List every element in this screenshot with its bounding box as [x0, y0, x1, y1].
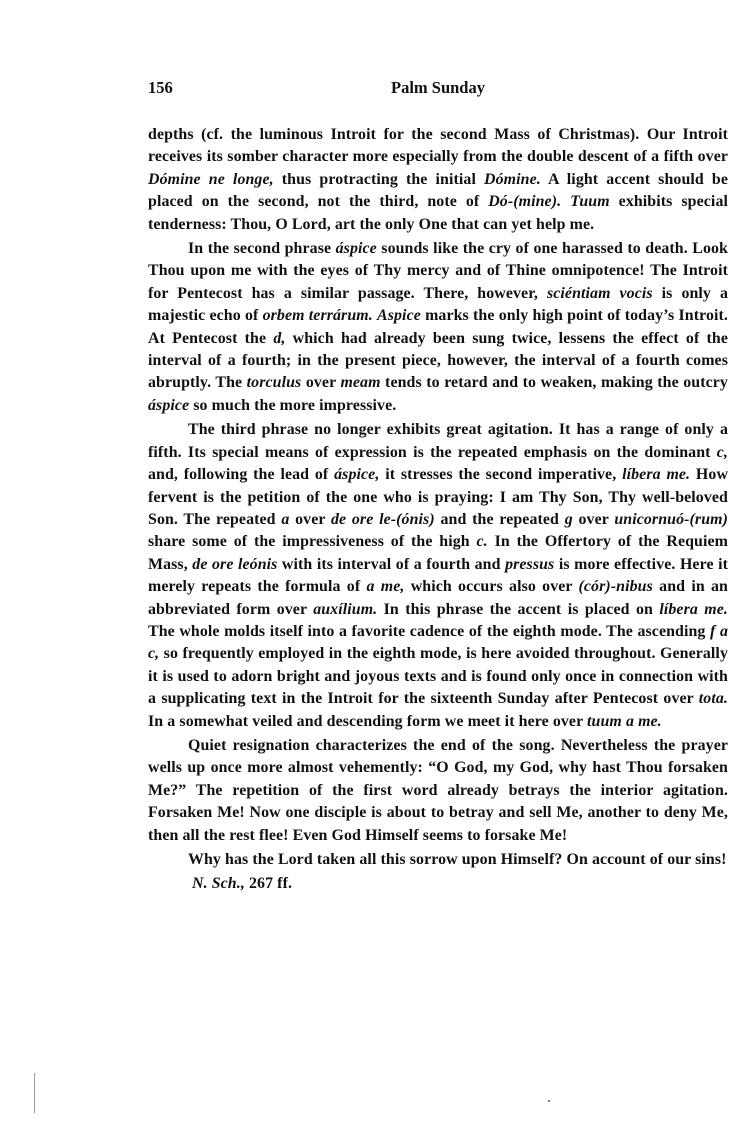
italic-term: Tuum: [570, 193, 610, 211]
text-run: exhibits special tenderness: Thou, O Lord, art the only One that can yet help me.: [148, 193, 728, 233]
text-run: which had already been sung twice, lessens the effect of the interval of a fourth; in the present piece, however, the interval of a fourth comes abruptly. The: [148, 329, 729, 392]
italic-term: c.: [476, 533, 488, 551]
italic-term: Dómine.: [484, 170, 541, 188]
text-run: sounds like the cry of one harassed to death. Look Thou upon me with the eyes of Thy mercy and of Thine omnipotence! The Introit for Pentecost has a similar passage. There, however,: [148, 240, 728, 302]
paragraph-5: [148, 849, 728, 871]
text-run: and, following the lead of: [148, 466, 335, 484]
italic-term: meam: [340, 374, 381, 392]
text-run: The third phrase no longer exhibits great agitation. It has a range of only a fifth. Its special means of expression is the repeated emphasis on the dominant: [148, 421, 728, 461]
page-number: 156: [148, 78, 173, 97]
italic-term: (cór)-nibus: [578, 578, 653, 596]
text-run: marks the only high point of today’s Introit. At Pentecost the: [148, 307, 728, 347]
text-run: A light accent should be placed on the second, not the third, note of: [148, 170, 729, 211]
italic-term: a: [281, 510, 290, 528]
italic-term: pressus: [505, 555, 555, 573]
text-run: and in an abbreviated form over: [148, 578, 728, 618]
text-run: depths (cf. the luminous Introit for the second Mass of Christmas). Our Introit receives its somber character more especially from the double descent of a fifth over: [148, 126, 728, 166]
italic-term: orbem terrárum.: [262, 307, 373, 325]
text-run: thus protracting the initial: [273, 170, 485, 188]
text-run: so much the more impressive.: [189, 396, 397, 414]
italic-term: de ore le-(ónis): [330, 510, 435, 528]
source-citation: [148, 873, 728, 895]
body-text: [148, 124, 728, 896]
text-run: over: [301, 374, 341, 392]
italic-term: áspice,: [334, 466, 380, 484]
scan-margin-mark: [34, 1073, 35, 1113]
italic-term: f a c,: [148, 622, 728, 663]
text-run: it stresses the second imperative,: [379, 466, 623, 484]
text-run: with its interval of a fourth and: [277, 555, 506, 573]
italic-term: sciéntiam vocis: [546, 284, 653, 302]
italic-term: Dó-(mine).: [488, 193, 562, 211]
italic-term: d,: [273, 329, 286, 347]
text-run: is only a majestic echo of: [148, 284, 729, 325]
italic-term: Aspice: [377, 307, 421, 325]
text-run: Quiet resignation characterizes the end of the song. Nevertheless the prayer wells up once more almost vehemently: “O God, my God, why hast Thou forsaken Me?” The repetition of the first word already betrays the interior agitation. Forsaken Me! Now one disciple is about to betray and sell Me, another to deny Me, then all the rest flee! Even God Himself seems to forsake Me!: [148, 736, 728, 844]
text-run: over: [572, 510, 615, 528]
italic-term: g: [564, 510, 573, 528]
text-run: In the Offertory of the Requiem Mass,: [148, 533, 728, 573]
text-run: so frequently employed in the eighth mode, is here avoided throughout. Generally it is used to adorn bright and joyous texts and is found only once in connection with a supplicating text in the Introit for the sixteenth Sunday after Pentecost over: [148, 645, 728, 708]
italic-term: tuum a me.: [587, 712, 662, 730]
italic-term: líbera me.: [622, 466, 691, 484]
text-run: over: [289, 510, 331, 528]
text-run: The whole molds itself into a favorite cadence of the eighth mode. The ascending: [148, 622, 711, 640]
text-run: 267 ff.: [244, 875, 293, 893]
running-head: [148, 78, 728, 102]
italic-term: de ore leónis: [192, 555, 278, 573]
text-run: How fervent is the petition of the one who is praying: I am Thy Son, Thy well-beloved Son. The repeated: [148, 466, 729, 528]
text-run: In the second phrase: [188, 240, 336, 258]
text-run: [561, 193, 570, 210]
paragraph-2: [148, 238, 728, 417]
italic-term: áspice: [335, 240, 377, 258]
page-header-title: Palm Sunday: [391, 78, 485, 97]
text-run: In a somewhat veiled and descending form we meet it here over: [148, 712, 588, 730]
italic-term: c,: [716, 443, 728, 461]
italic-term: áspice: [148, 396, 190, 414]
italic-term: Dómine ne longe,: [148, 170, 274, 188]
paragraph-3: [148, 419, 728, 733]
italic-term: tota.: [698, 690, 728, 708]
italic-term: N. Sch.,: [192, 875, 245, 893]
paragraph-4: [148, 735, 728, 847]
text-run: tends to retard and to weaken, making the outcry: [380, 374, 728, 392]
text-run: which occurs also over: [404, 578, 579, 596]
italic-term: torculus: [246, 374, 302, 392]
text-run: is more effective. Here it merely repeats the formula of: [148, 555, 728, 596]
italic-term: líbera me.: [659, 600, 728, 618]
italic-term: unicornuó-(rum): [614, 510, 728, 528]
scan-speck: [548, 1100, 550, 1102]
text-run: and the repeated: [434, 510, 565, 528]
italic-term: a me,: [366, 578, 405, 596]
text-run: share some of the impressiveness of the high: [148, 533, 477, 551]
text-run: In this phrase the accent is placed on: [377, 600, 660, 618]
text-run: Why has the Lord taken all this sorrow upon Himself? On account of our sins!: [188, 851, 727, 868]
italic-term: auxílium.: [313, 600, 378, 618]
paragraph-1: [148, 124, 728, 236]
